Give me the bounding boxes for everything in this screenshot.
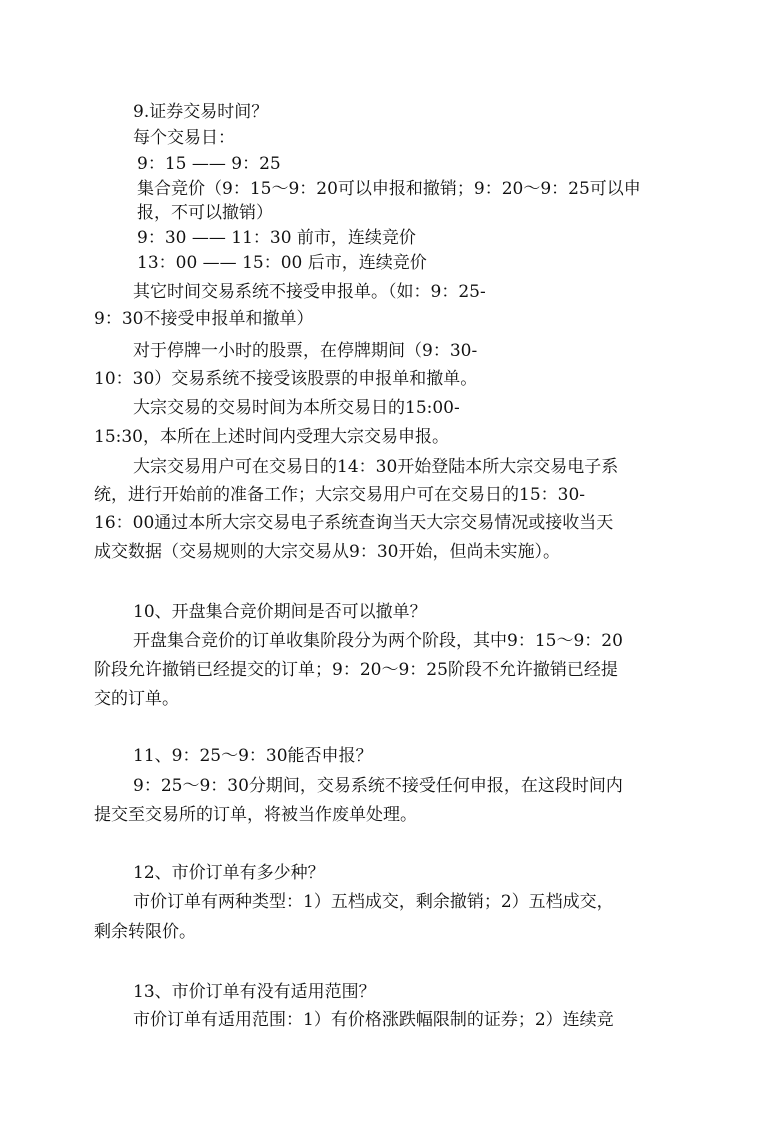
paragraph-line: 交的订单。 bbox=[94, 689, 179, 709]
paragraph-line: 开盘集合竞价的订单收集阶段分为两个阶段，其中9：15～9：20 bbox=[133, 631, 623, 651]
paragraph-line: 市价订单有两种类型：1）五档成交，剩余撤销；2）五档成交， bbox=[133, 892, 614, 912]
section-heading-10: 10、开盘集合竞价期间是否可以撤单？ bbox=[133, 602, 427, 622]
paragraph-line: 大宗交易的交易时间为本所交易日的15:00- bbox=[133, 398, 460, 418]
paragraph-line: 对于停牌一小时的股票，在停牌期间（9：30- bbox=[133, 341, 478, 361]
paragraph-line: 提交至交易所的订单，将被当作废单处理。 bbox=[94, 805, 417, 825]
paragraph-line: 集合竞价（9：15～9：20可以申报和撤销；9：20～9：25可以申 bbox=[137, 179, 641, 199]
paragraph-line: 统，进行开始前的准备工作；大宗交易用户可在交易日的15：30- bbox=[94, 485, 586, 505]
paragraph-line: 9：30 —— 11：30 前市，连续竞价 bbox=[137, 228, 416, 248]
paragraph-line: 报，不可以撤销） bbox=[137, 203, 273, 223]
section-heading-13: 13、市价订单有没有适用范围？ bbox=[133, 982, 376, 1002]
paragraph-line: 16：00通过本所大宗交易电子系统查询当天大宗交易情况或接收当天 bbox=[94, 513, 614, 533]
paragraph-line: 市价订单有适用范围：1）有价格涨跌幅限制的证券；2）连续竞 bbox=[133, 1010, 614, 1030]
paragraph-line: 13：00 —— 15：00 后市，连续竞价 bbox=[137, 253, 427, 273]
paragraph-line: 成交数据（交易规则的大宗交易从9：30开始，但尚未实施）。 bbox=[94, 542, 560, 562]
paragraph-line: 每个交易日： bbox=[133, 128, 235, 148]
paragraph-line: 阶段允许撤销已经提交的订单；9：20～9：25阶段不允许撤销已经提 bbox=[94, 660, 618, 680]
paragraph-line: 9：30不接受申报单和撤单） bbox=[94, 309, 314, 329]
paragraph-line: 大宗交易用户可在交易日的14：30开始登陆本所大宗交易电子系 bbox=[133, 457, 619, 477]
paragraph-line: 15:30，本所在上述时间内受理大宗交易申报。 bbox=[94, 427, 449, 447]
section-heading-9: 9.证券交易时间？ bbox=[133, 102, 269, 122]
section-heading-11: 11、9：25～9：30能否申报？ bbox=[133, 746, 373, 766]
paragraph-line: 9：15 —— 9：25 bbox=[137, 154, 281, 174]
section-heading-12: 12、市价订单有多少种？ bbox=[133, 863, 325, 883]
paragraph-line: 剩余转限价。 bbox=[94, 922, 196, 942]
paragraph-line: 其它时间交易系统不接受申报单。（如：9：25- bbox=[133, 282, 486, 302]
paragraph-line: 9：25～9：30分期间，交易系统不接受任何申报，在这段时间内 bbox=[133, 776, 623, 796]
paragraph-line: 10：30）交易系统不接受该股票的申报单和撤单。 bbox=[94, 369, 478, 389]
